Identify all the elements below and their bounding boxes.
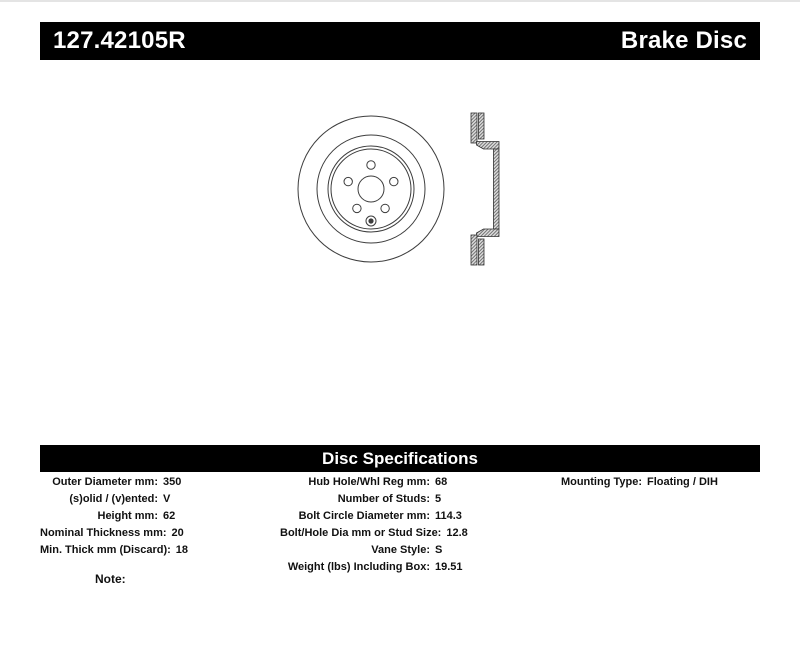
spec-row [40,542,188,559]
note-label: Note: [95,572,126,586]
hat-bottom-flange [477,229,500,237]
spec-row [40,474,188,491]
spec-value: 68 [435,476,448,488]
center-bore [358,176,384,202]
spec-value: S [435,544,443,556]
top-friction-plate-inner [479,113,485,139]
spec-value: 20 [171,527,184,539]
spec-label: Weight (lbs) Including Box: [287,561,430,573]
product-title: Brake Disc [620,27,747,54]
stud-hole [344,177,352,185]
spec-section-header [40,445,760,472]
spec-row [40,525,188,542]
spec-column-mounting [540,474,718,491]
spec-column-dimensions [40,474,188,559]
spec-value: 19.51 [435,561,463,573]
spec-row [40,508,188,525]
stud-hole [367,161,375,169]
spec-label: Number of Studs: [337,493,430,505]
stud-hole [353,204,361,212]
stud-hole [390,177,398,185]
spec-label: Mounting Type: [560,476,642,488]
braking-surface-inner-edge [317,135,425,243]
top-friction-plate-outer [471,113,477,143]
spec-row [280,525,468,542]
spec-section-title: Disc Specifications [322,449,478,468]
stud-hole [381,204,389,212]
spec-label: Vane Style: [371,544,430,556]
spec-label: (s)olid / (v)ented: [69,493,158,505]
part-number: 127.42105R [53,27,186,54]
bottom-friction-plate-inner [479,239,485,265]
bottom-friction-plate-outer [471,235,477,265]
spec-label: Outer Diameter mm: [52,476,158,488]
spec-row [540,474,718,491]
spec-value: 114.3 [435,510,462,522]
spec-value: 350 [163,476,182,488]
spec-label: Nominal Thickness mm: [40,527,167,539]
spec-column-hub-studs [280,474,468,576]
hat-mounting-face [494,149,500,229]
spec-value: 62 [163,510,176,522]
header-bar [40,22,760,60]
spec-label: Height mm: [97,510,158,522]
spec-value: 18 [175,544,189,556]
disc-front-view [298,116,444,262]
brake-disc-drawing [280,97,520,282]
hat-top-flange [477,142,500,150]
spec-label: Hub Hole/Whl Reg mm: [308,476,430,488]
spec-row [280,542,468,559]
disc-outer-edge [298,116,444,262]
spec-row [280,559,468,576]
spec-row [280,508,468,525]
spec-row [40,491,188,508]
spec-label: Bolt Circle Diameter mm: [298,510,430,522]
spec-label: Min. Thick mm (Discard): [40,544,171,556]
spec-value: V [163,493,171,505]
spec-value: 5 [435,493,442,505]
spec-row [280,491,468,508]
set-screw-hole-center [368,218,373,223]
spec-value: 12.8 [446,527,468,539]
spec-label: Bolt/Hole Dia mm or Stud Size: [280,527,442,539]
spec-row [280,474,468,491]
spec-value: Floating / DIH [647,476,718,488]
disc-cross-section-view [471,113,499,265]
